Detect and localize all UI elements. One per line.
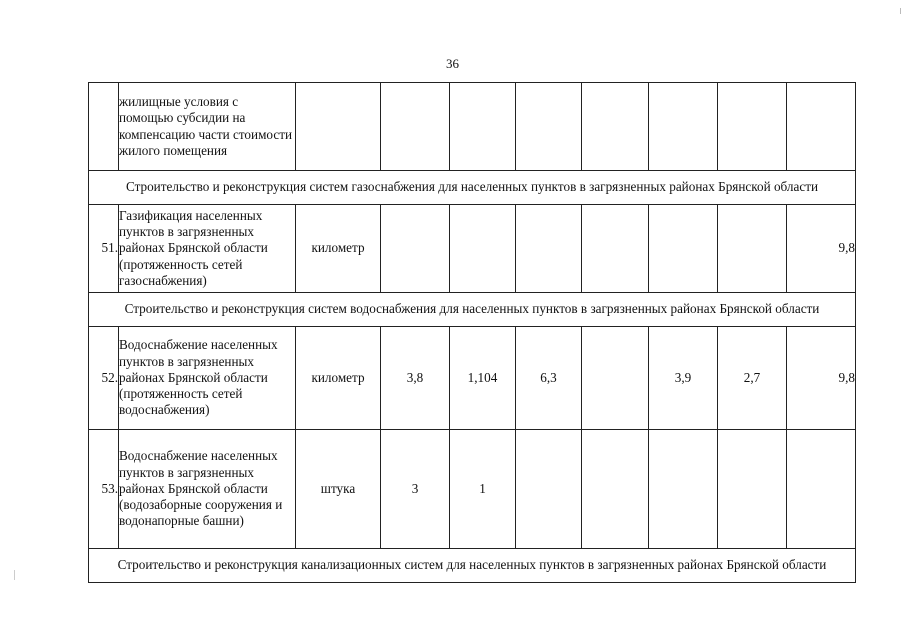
value-cell	[582, 327, 649, 430]
table-row	[89, 430, 856, 549]
section-header-row	[89, 293, 856, 327]
total-value-cell: 9,8	[787, 327, 856, 430]
value-cell	[381, 205, 450, 293]
value-cell	[582, 430, 649, 549]
value-cell	[450, 83, 516, 171]
page-number: 36	[446, 56, 459, 71]
value-cell	[787, 430, 856, 549]
value-cell: 1	[450, 430, 516, 549]
section-heading-gas: Строительство и реконструкция систем газоснабжения для населенных пунктов в загрязненных районах Брянской области	[89, 171, 856, 205]
unit-cell	[296, 83, 381, 171]
table-row	[89, 83, 856, 171]
value-cell	[649, 205, 718, 293]
total-value-cell: 9,8	[787, 205, 856, 293]
margin-mark	[14, 570, 15, 580]
value-cell	[718, 83, 787, 171]
unit-cell: километр	[296, 205, 381, 293]
value-cell	[787, 83, 856, 171]
unit-cell: километр	[296, 327, 381, 430]
table-row	[89, 327, 856, 430]
value-cell	[450, 205, 516, 293]
value-cell	[516, 430, 582, 549]
value-cell	[718, 430, 787, 549]
value-cell	[582, 205, 649, 293]
value-cell: 3,8	[381, 327, 450, 430]
row-number-cell: 52.	[89, 327, 119, 430]
row-number-cell: 51.	[89, 205, 119, 293]
value-cell	[381, 83, 450, 171]
value-cell	[516, 83, 582, 171]
value-cell	[649, 430, 718, 549]
row-number-cell: 53.	[89, 430, 119, 549]
unit-cell: штука	[296, 430, 381, 549]
row-number-cell	[89, 83, 119, 171]
page-edge-mark	[900, 8, 901, 14]
value-cell: 3,9	[649, 327, 718, 430]
indicator-name-cell: Водоснабжение населенных пунктов в загрязненных районах Брянской области (протяженность сетей водоснабжения)	[119, 327, 296, 430]
section-header-row	[89, 549, 856, 583]
value-cell: 1,104	[450, 327, 516, 430]
section-header-row	[89, 171, 856, 205]
value-cell	[582, 83, 649, 171]
table-row	[89, 205, 856, 293]
value-cell: 2,7	[718, 327, 787, 430]
value-cell	[718, 205, 787, 293]
indicator-name-cell: жилищные условия с помощью субсидии на компенсацию части стоимости жилого помещения	[119, 83, 296, 171]
section-heading-water: Строительство и реконструкция систем водоснабжения для населенных пунктов в загрязненных районах Брянской области	[89, 293, 856, 327]
indicator-name-cell: Водоснабжение населенных пунктов в загрязненных районах Брянской области (водозаборные сооружения и водонапорные башни)	[119, 430, 296, 549]
program-table	[88, 82, 856, 583]
indicator-name-cell: Газификация населенных пунктов в загрязненных районах Брянской области (протяженность сетей газоснабжения)	[119, 205, 296, 293]
section-heading-sewer: Строительство и реконструкция канализационных систем для населенных пунктов в загрязненных районах Брянской области	[89, 549, 856, 583]
value-cell: 6,3	[516, 327, 582, 430]
value-cell: 3	[381, 430, 450, 549]
value-cell	[516, 205, 582, 293]
value-cell	[649, 83, 718, 171]
